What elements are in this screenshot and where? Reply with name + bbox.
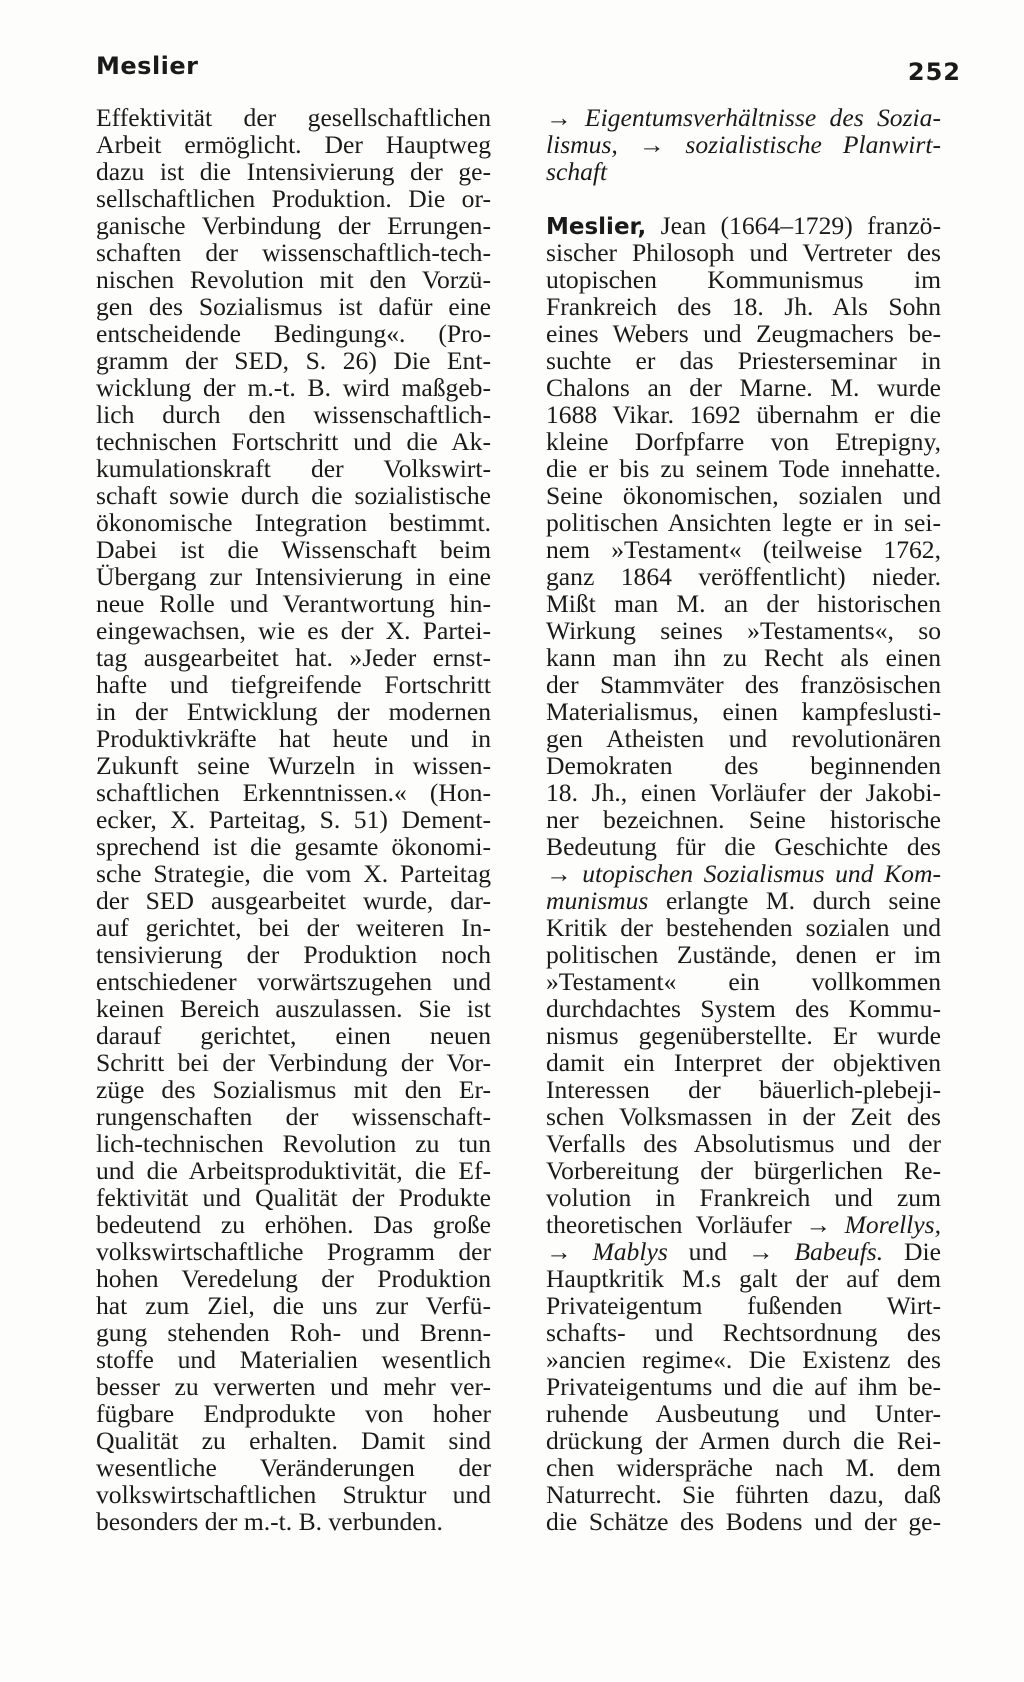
text-line: hafte und tiefgreifende Fortschritt bbox=[96, 670, 491, 699]
text-line: kleine Dorfpfarre von Etrepigny, bbox=[546, 427, 941, 456]
text-line: suchte er das Priesterseminar in bbox=[546, 346, 941, 375]
text-line: nismus gegenüberstellte. Er wurde bbox=[546, 1021, 941, 1050]
text-line: Wirkung seines »Testaments«, so bbox=[546, 616, 941, 645]
text-line: Vorbereitung der bürgerlichen Re- bbox=[546, 1156, 941, 1185]
text-line: stoffe und Materialien wesentlich bbox=[96, 1345, 491, 1374]
text-line: nem »Testament« (teilweise 1762, bbox=[546, 535, 941, 564]
text-line: Frankreich des 18. Jh. Als Sohn bbox=[546, 292, 941, 321]
text-line: sellschaftlichen Produktion. Die or- bbox=[96, 184, 491, 213]
entry-line bbox=[546, 1211, 941, 1238]
text-line: die Schätze des Bodens und der ge- bbox=[546, 1507, 941, 1536]
text-line: Interessen der bäuerlich-plebeji- bbox=[546, 1075, 941, 1104]
crossref-arrow: → bbox=[805, 1210, 831, 1239]
text-line: drückung der Armen durch die Rei- bbox=[546, 1426, 941, 1455]
crossref-text: → sozialistische Planwirt- bbox=[638, 130, 941, 159]
text-line: in der Entwicklung der modernen bbox=[96, 697, 491, 726]
text-line: »Testament« ein vollkommen bbox=[546, 967, 941, 996]
text-line: Mißt man M. an der historischen bbox=[546, 589, 941, 618]
text-line: fektivität und Qualität der Produkte bbox=[96, 1183, 491, 1212]
text-line: utopischen Kommunismus im bbox=[546, 265, 941, 294]
text-line: 18. Jh., einen Vorläufer der Jakobi- bbox=[546, 778, 941, 807]
entry-line bbox=[546, 1238, 941, 1265]
text-line: neue Rolle und Verantwortung hin- bbox=[96, 589, 491, 618]
text-line: ökonomische Integration bestimmt. bbox=[96, 508, 491, 537]
entry-body bbox=[546, 239, 941, 860]
text-line: Privateigentums und die auf ihm be- bbox=[546, 1372, 941, 1401]
entry-text: und bbox=[688, 1237, 728, 1266]
crossref-arrow: → bbox=[747, 1237, 774, 1266]
entry-body bbox=[546, 914, 941, 1211]
text-line: sche Strategie, die vom X. Parteitag bbox=[96, 859, 491, 888]
text-line: Übergang zur Intensivierung in eine bbox=[96, 562, 491, 591]
text-line: kumulationskraft der Volkswirt- bbox=[96, 454, 491, 483]
text-line: schaft sowie durch die sozialistische bbox=[96, 481, 491, 510]
crossref-arrow: → bbox=[546, 1237, 572, 1266]
text-line: Zukunft seine Wurzeln in wissen- bbox=[96, 751, 491, 780]
entry-line bbox=[546, 860, 941, 887]
text-line: ganz 1864 veröffentlicht) nieder. bbox=[546, 562, 941, 591]
text-line: Schritt bei der Verbindung der Vor- bbox=[96, 1048, 491, 1077]
crossref-line: → Eigentumsverhältnisse des Sozia- bbox=[546, 103, 941, 132]
text-line: gung stehenden Roh- und Brenn- bbox=[96, 1318, 491, 1347]
text-line: sischer Philosoph und Vertreter des bbox=[546, 238, 941, 267]
page-number: 252 bbox=[907, 58, 961, 86]
text-line: hat zum Ziel, die uns zur Verfü- bbox=[96, 1291, 491, 1320]
text-line: Privateigentum fußenden Wirt- bbox=[546, 1291, 941, 1320]
text-line: der Stammväter des französischen bbox=[546, 670, 941, 699]
text-line: eines Webers und Zeugmachers be- bbox=[546, 319, 941, 348]
text-line: tensivierung der Produktion noch bbox=[96, 940, 491, 969]
entry-text: theoretischen Vorläufer bbox=[546, 1210, 792, 1239]
text-line: schen Volksmassen in der Zeit des bbox=[546, 1102, 941, 1131]
text-line: wesentliche Veränderungen der bbox=[96, 1453, 491, 1482]
text-line: nischen Revolution mit den Vorzü- bbox=[96, 265, 491, 294]
text-line: Chalons an der Marne. M. wurde bbox=[546, 373, 941, 402]
text-line: Demokraten des beginnenden bbox=[546, 751, 941, 780]
text-line: darauf gerichtet, einen neuen bbox=[96, 1021, 491, 1050]
text-line: eingewachsen, wie es der X. Partei- bbox=[96, 616, 491, 645]
text-line: Effektivität der gesellschaftlichen bbox=[96, 103, 491, 132]
text-line: kann man ihn zu Recht als einen bbox=[546, 643, 941, 672]
text-line: Kritik der bestehenden sozialen und bbox=[546, 913, 941, 942]
text-line: gen Atheisten und revolutionären bbox=[546, 724, 941, 753]
right-column bbox=[546, 104, 941, 1535]
text-line: 1688 Vikar. 1692 übernahm er die bbox=[546, 400, 941, 429]
crossref-line bbox=[546, 131, 941, 158]
text-line: lich-technischen Revolution zu tun bbox=[96, 1129, 491, 1158]
text-line: volkswirtschaftlichen Struktur und bbox=[96, 1480, 491, 1509]
text-line: rungenschaften der wissenschaft- bbox=[96, 1102, 491, 1131]
crossref-text: munismus bbox=[546, 886, 649, 915]
text-line: »ancien regime«. Die Existenz des bbox=[546, 1345, 941, 1374]
text-line: ner bezeichnen. Seine historische bbox=[546, 805, 941, 834]
running-head: Meslier bbox=[96, 52, 199, 80]
text-line: besonders der m.-t. B. verbunden. bbox=[96, 1507, 443, 1536]
entry-body bbox=[546, 1265, 941, 1535]
text-line: fügbare Endprodukte von hoher bbox=[96, 1399, 491, 1428]
crossref-text: Mablys bbox=[592, 1237, 668, 1266]
text-line: die er bis zu seinem Tode innehatte. bbox=[546, 454, 941, 483]
text-line: ruhende Ausbeutung und Unter- bbox=[546, 1399, 941, 1428]
crossref-line: schaft bbox=[546, 157, 608, 186]
text-line: technischen Fortschritt und die Ak- bbox=[96, 427, 491, 456]
crossref-text: lismus, bbox=[546, 130, 618, 159]
text-line: Hauptkritik M.s galt der auf dem bbox=[546, 1264, 941, 1293]
text-line: schaftlichen Erkenntnissen.« (Hon- bbox=[96, 778, 491, 807]
crossref-text: utopischen Sozialismus und Kom- bbox=[582, 859, 941, 888]
text-line: schafts- und Rechtsordnung des bbox=[546, 1318, 941, 1347]
entry-text: erlangte M. durch seine bbox=[665, 886, 941, 915]
text-line: der SED ausgearbeitet wurde, dar- bbox=[96, 886, 491, 915]
text-line: und die Arbeitsproduktivität, die Ef- bbox=[96, 1156, 491, 1185]
text-line: bedeutend zu erhöhen. Das große bbox=[96, 1210, 491, 1239]
text-line: ecker, X. Parteitag, S. 51) Dement- bbox=[96, 805, 491, 834]
crossref-text: Babeufs. bbox=[794, 1237, 884, 1266]
text-line: Naturrecht. Sie führten dazu, daß bbox=[546, 1480, 941, 1509]
entry-headword: Meslier, bbox=[546, 214, 647, 240]
left-column bbox=[96, 104, 491, 1535]
text-line: wicklung der m.-t. B. wird maßgeb- bbox=[96, 373, 491, 402]
text-line: politischen Zustände, denen er im bbox=[546, 940, 941, 969]
text-line: Seine ökonomischen, sozialen und bbox=[546, 481, 941, 510]
text-line: Qualität zu erhalten. Damit sind bbox=[96, 1426, 491, 1455]
text-line: hohen Veredelung der Produktion bbox=[96, 1264, 491, 1293]
text-line: Produktivkräfte hat heute und in bbox=[96, 724, 491, 753]
text-line: entscheidende Bedingung«. (Pro- bbox=[96, 319, 491, 348]
text-line: lich durch den wissenschaftlich- bbox=[96, 400, 491, 429]
text-line: züge des Sozialismus mit den Er- bbox=[96, 1075, 491, 1104]
text-line: Dabei ist die Wissenschaft beim bbox=[96, 535, 491, 564]
text-line: Bedeutung für die Geschichte des bbox=[546, 832, 941, 861]
text-line: Materialismus, einen kampfeslusti- bbox=[546, 697, 941, 726]
text-line: chen widerspräche nach M. dem bbox=[546, 1453, 941, 1482]
text-line: tag ausgearbeitet hat. »Jeder ernst- bbox=[96, 643, 491, 672]
text-line: politischen Ansichten legte er in sei- bbox=[546, 508, 941, 537]
text-line: dazu ist die Intensivierung der ge- bbox=[96, 157, 491, 186]
text-line: gen des Sozialismus ist dafür eine bbox=[96, 292, 491, 321]
text-line: Verfalls des Absolutismus und der bbox=[546, 1129, 941, 1158]
text-line: ganische Verbindung der Errungen- bbox=[96, 211, 491, 240]
entry-text: Die bbox=[904, 1237, 941, 1266]
text-line: besser zu verwerten und mehr ver- bbox=[96, 1372, 491, 1401]
text-line: damit ein Interpret der objektiven bbox=[546, 1048, 941, 1077]
text-line: schaften der wissenschaftlich-tech- bbox=[96, 238, 491, 267]
crossref-arrow: → bbox=[546, 859, 572, 888]
text-line: volution in Frankreich und zum bbox=[546, 1183, 941, 1212]
text-line: entschiedener vorwärtszugehen und bbox=[96, 967, 491, 996]
text-line: gramm der SED, S. 26) Die Ent- bbox=[96, 346, 491, 375]
entry-head-line bbox=[546, 212, 941, 239]
text-line: durchdachtes System des Kommu- bbox=[546, 994, 941, 1023]
crossref-text: Morellys, bbox=[844, 1210, 942, 1239]
text-line: auf gerichtet, bei der weiteren In- bbox=[96, 913, 491, 942]
text-line: Arbeit ermöglicht. Der Hauptweg bbox=[96, 130, 491, 159]
entry-text: Jean (1664–1729) franzö- bbox=[660, 211, 941, 240]
entry-line bbox=[546, 887, 941, 914]
text-line: sprechend ist die gesamte ökonomi- bbox=[96, 832, 491, 861]
text-line: keinen Bereich auszulassen. Sie ist bbox=[96, 994, 491, 1023]
text-line: volkswirtschaftliche Programm der bbox=[96, 1237, 491, 1266]
